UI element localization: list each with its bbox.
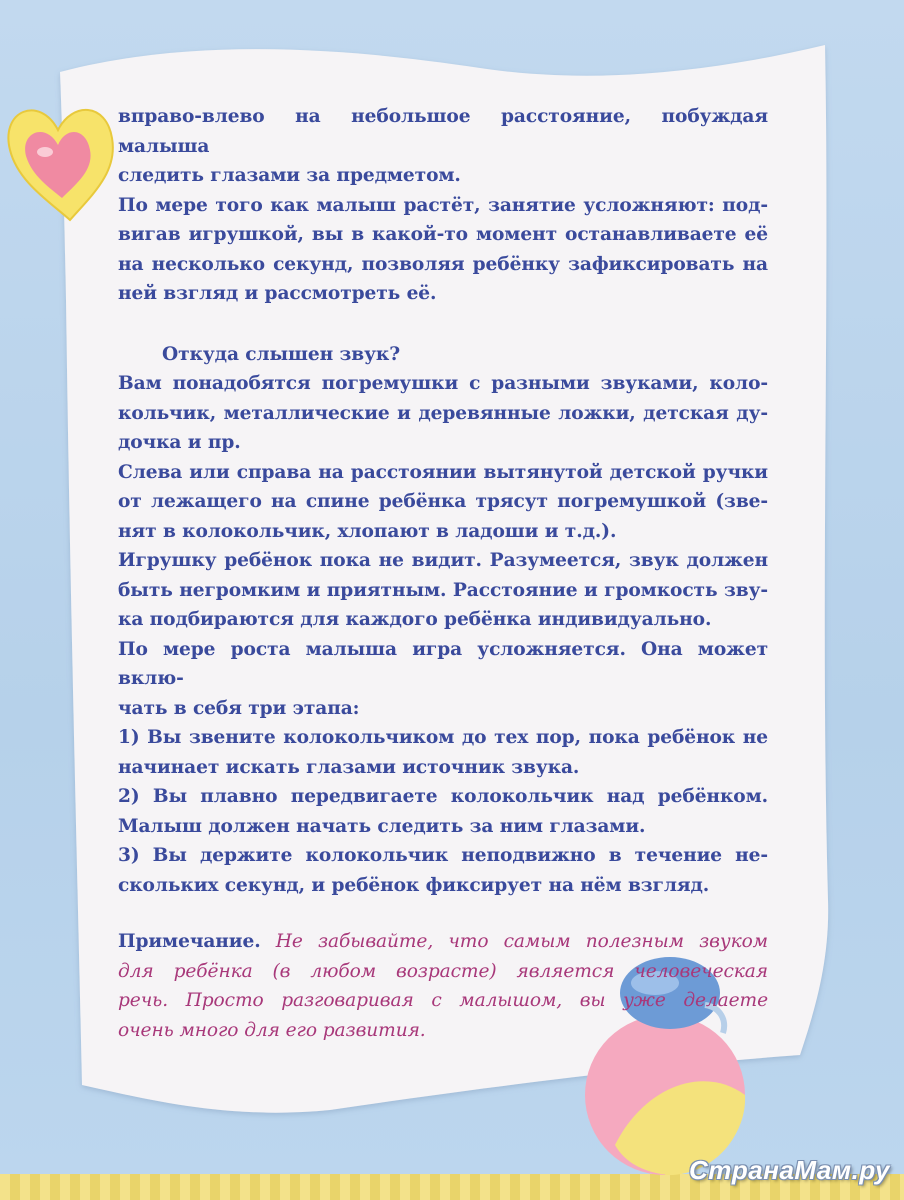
text-line: По мере того как малыш растёт, занятие усложняют: под- (118, 194, 768, 216)
text-line: Слева или справа на расстоянии вытянутой детской ручки (118, 461, 768, 483)
text-line: Вам понадобятся погремушки с разными звуками, коло- (118, 373, 768, 394)
note-text: для ребёнка (в любом возрасте) является человеческая (118, 960, 768, 982)
text-line: ка подбираются для каждого ребёнка индивидуально. (118, 609, 712, 630)
note-paragraph (118, 927, 768, 1045)
note-line (118, 986, 768, 1016)
text-line: Малыш должен начать следить за ним глазами. (118, 815, 646, 837)
note-line (118, 927, 768, 957)
text-line: быть негромким и приятным. Расстояние и громкость зву- (118, 579, 768, 601)
text-line: чать в себя три этапа: (118, 697, 360, 719)
note-label: Примечание. (118, 931, 261, 952)
text-line: нят в колокольчик, хлопают в ладоши и т.д.). (118, 520, 617, 542)
text-line: дочка и пр. (118, 432, 241, 453)
note-text: Не забывайте, что самым полезным звуком (260, 931, 768, 952)
text-line: 2) Вы плавно передвигаете колокольчик над ребёнком. (118, 786, 768, 807)
note-text: очень много для его развития. (118, 1019, 426, 1041)
text-line: начинает искать глазами источник звука. (118, 756, 580, 778)
text-line: 1) Вы звените колокольчиком до тех пор, пока ребёнок не (118, 727, 768, 748)
section-title: Откуда слышен звук? (162, 343, 401, 365)
text-line: скольких секунд, и ребёнок фиксирует на нём взгляд. (118, 874, 710, 896)
note-text: речь. Просто разговаривая с малышом, вы уже делаете (118, 990, 768, 1011)
text-line: Игрушку ребёнок пока не видит. Разумеется, звук должен (118, 550, 768, 571)
site-watermark: СтранаМам.ру (689, 1155, 890, 1185)
text-line: на несколько секунд, позволяя ребёнку зафиксировать на (118, 253, 768, 275)
article-text (118, 102, 768, 1045)
text-line: 3) Вы держите колокольчик неподвижно в течение не- (118, 845, 768, 866)
text-line: вправо-влево на небольшое расстояние, побуждая малыша (118, 106, 768, 157)
intro-paragraph (118, 102, 768, 309)
note-line (118, 957, 768, 987)
text-line: следить глазами за предметом. (118, 165, 461, 186)
note-line (118, 1016, 768, 1046)
body-paragraph (118, 369, 768, 900)
text-line: ней взгляд и рассмотреть её. (118, 283, 437, 304)
text-line: вигав игрушкой, вы в какой-то момент останавливаете её (118, 224, 768, 245)
text-line: кольчик, металлические и деревянные ложки, детская ду- (118, 402, 768, 424)
text-line: По мере роста малыша игра усложняется. Она может вклю- (118, 638, 768, 689)
text-line: от лежащего на спине ребёнка трясут погремушкой (зве- (118, 491, 768, 512)
heart-sticker-icon (0, 90, 120, 230)
